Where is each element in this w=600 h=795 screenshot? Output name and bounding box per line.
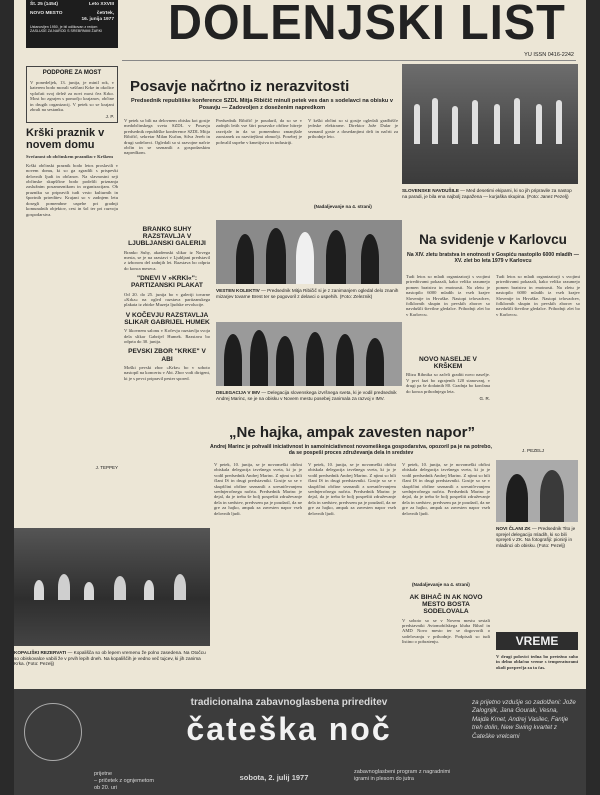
- bihac-column: [402, 590, 490, 688]
- issue-date: 16. junija 1977: [81, 17, 114, 22]
- ad-left-line3: ob 20. uri: [94, 785, 117, 791]
- top-story-dek: Predsednik republiške konference SZDL Mitja Ribičič minuli petek ves dan s sodelavci na obisku v Posavju — Zadovoljen z doseženim napredkom: [131, 98, 393, 111]
- ad-logo: [24, 703, 82, 761]
- top-story-col1: V petek so bili na delovnem obisku kot gostje medobčinskega sveta SZDL v Posavju predsednik republiške konference SZDL Mitja Ribičič, sekretar Milan Kučan, Silva Jereb in drugi sodelavci. Ogledali so si razvojne načrte občin in se seznanili z gospodarskim napredkom.: [124, 118, 210, 156]
- krski-headline: Krški praznik v novem domu: [26, 127, 105, 152]
- ad-date: sobota, 2. julij 1977: [239, 773, 309, 782]
- bihac-headline: AK BIHAČ IN AK NOVO MESTO BOSTA SODELOVALA: [409, 594, 483, 616]
- bridge-support-text: V ponedeljek, 13. junija, je minil rok, v katerem bodo morali vaščani Krke in okolice vplačati svoj delež za novi most čez Krko. Most bo zgrajen s pomočjo krajanov, občine in drugih organizacij. V petek so se krajani zbrali na sestanku.: [30, 80, 114, 113]
- choir-text: Moški pevski zbor »Krke« bo v soboto nastopil na koncertu v Abi. Zbor vodi dirigent, ki je s pevci pripravil pester spored.: [124, 364, 210, 381]
- suhy-text: Branko Suhy, akademski slikar iz Novega mesta, se je na razstavi v Ljubljani predstavil z izborom del zadnjih let. Razstava bo odprta do konca meseca.: [124, 249, 210, 271]
- issn-number: YU ISSN 0416-2242: [524, 52, 574, 58]
- weather-text: V drugi polovici tedna bo pretežno suho in delno oblačno vreme s temperaturami okoli povprečja za ta čas.: [496, 654, 578, 670]
- top-story-col3: V krški občini so si gostje ogledali gradbišče jedrske elektrarne. Direktor Jože Dular je seznanil goste z dosedanjimi deli in načrti za prihodnje leto.: [308, 118, 398, 140]
- bridge-support-box: [26, 66, 118, 123]
- bridge-support-title: PODPORE ZA MOST: [42, 70, 102, 76]
- main-story-col2: V petek, 10. junija, se je novomeški občini obiskala delegacija izvršnega sveta, ki jo je vodil predsednik Andrej Marinc. Z njimi so bili člani IS in drugi predstavniki. Gostje so se v skupščini občine seznanili z uresničevanjem srednjeročnega načrta. Predsednik Marinc je dejal, da je treba še bolj pospešiti združevanje dela in sredstev, predvsem pa je poudaril, da ne gre za hajko, ampak za zavesten napor vseh delovnih ljudi.: [308, 462, 396, 516]
- issue-number: Št. 25 (1454): [30, 2, 58, 7]
- year-number: Leto XXVIII: [88, 2, 114, 7]
- tito-photo: [496, 460, 578, 522]
- factory-caption-bold: VESTEN KOLEKTIV: [216, 288, 260, 293]
- delegation-photo: [216, 322, 402, 386]
- bathing-photo: [14, 528, 210, 646]
- arts-column: [124, 222, 210, 381]
- city-name: NOVO MESTO: [30, 11, 63, 16]
- left-column: [26, 66, 118, 470]
- delegation-caption-text: Delegacija slovenskega izvršnega sveta, ki je vodil predsednik Andrej Marinc, se je na obisku v Novem mestu posebej zanimala za razvoj v IMV.: [216, 390, 397, 401]
- karlovac-byline: J. PEZELJ: [522, 448, 545, 453]
- cateska-noc-ad: [14, 689, 586, 795]
- dancers-photo: [402, 64, 578, 184]
- delegation-photo-caption: DELEGACIJA V IMV — Delegacija slovenskega izvršnega sveta, ki je vodil predsednik Andrej Marinc, se je na obisku v Novem mestu posebej zanimala za razvoj v IMV.: [216, 390, 397, 401]
- bathing-caption-bold: KOPALIŠKI REZERVATI: [14, 650, 67, 655]
- settlement-text: Blizu Ribnika so začeli graditi novo naselje. V prvi fazi bo zgrajenih 120 stanovanj, v drugi pa še dodatnih 80. Gradnja bo končana do konca prihodnjega leta.: [406, 372, 490, 394]
- tito-photo-caption: NOVI ČLANI ZK — Predsednik Tito je sprejel delegacijo mladih, ki so bili sprejeti v ZK. Na fotografiji: pionirji in mladinci ob obisku. (Foto: Pezelj): [496, 526, 576, 548]
- krski-lead: Svečanost ob občinskem prazniku v Krškem: [26, 154, 113, 160]
- main-story-continued: (Nadaljevanje na 4. strani): [412, 582, 470, 587]
- karlovac-text: Tudi letos so mladi organizatorji s svojimi prireditvami pokazali, kako veliko razumejo pomen bratstva in enotnosti. Na zletu je nastopilo 6000 mladih iz vseh krajev Slovenije in Hrvaške. Nastopi telovadcev, folklornih skupin in pevskih zborov so navdušili številne gledalce. Prihodnji zlet bo v Karlovcu.: [406, 274, 490, 317]
- krski-byline: J. TEPPEY: [95, 464, 118, 470]
- krka-poster-text: Od 20. do 25. junija bo v galeriji tovarne »Krka« na ogled razstava partizanskega plakata iz zbirke Muzeja ljudske revolucije.: [124, 291, 210, 308]
- weekday: četrtek,: [96, 11, 114, 16]
- ad-left-line2: – pričetek z ognjemetom: [94, 778, 154, 784]
- newspaper-title: DOLENJSKI LIST: [168, 0, 566, 50]
- weather-banner: VREME: [496, 632, 578, 650]
- krka-poster-headline: "DNEVI V »KRKI«": PARTIZANSKI PLAKAT: [131, 275, 203, 290]
- masthead-rule: [122, 60, 576, 61]
- settlement-byline: G. R.: [479, 396, 490, 402]
- factory-visit-photo: [216, 220, 402, 284]
- karlovac-text-col2: Tudi letos so mladi organizatorji s svojimi prireditvami pokazali, kako veliko razumejo pomen bratstva in enotnosti. Na zletu je nastopilo 6000 mladih iz vseh krajev Slovenije in Hrvaške. Nastopi telovadcev, folklornih skupin in pevskih zborov so navdušili številne gledalce. Prihodnji zlet bo v Karlovcu.: [496, 274, 580, 317]
- top-story-headline: Posavje načrtno iz nerazvitosti: [130, 78, 350, 95]
- delegation-caption-bold: DELEGACIJA V IMV: [216, 390, 261, 395]
- award-note: Ustanovljen 1950, je bil odlikovan z redom ZASLUGE ZA NAROD S SREBRNIMI ŽARKI: [30, 25, 103, 34]
- karlovac-headline: Na svidenje v Karlovcu: [419, 232, 567, 247]
- factory-caption-text: Predsednik Mitja Ribičič si je z zanimanjem ogledal delo znanih mizarjev tovarne Brest ter se pogovoril z delavci o uspehih. (Foto: Zeleznik): [216, 288, 399, 299]
- humek-text: V likovnem salonu v Kočevju razstavlja svoja dela slikar Gabrijel Humek. Razstava bo odprta do 30. junija.: [124, 328, 210, 345]
- masthead-info-box: [26, 0, 118, 48]
- main-story-headline: „Ne hajka, ampak zavesten napor”: [229, 424, 475, 441]
- ad-center-info: zabavnoglasbeni program z nagradnimi igrami in plesom do jutra: [354, 769, 451, 782]
- bridge-support-byline: J. P.: [105, 114, 114, 120]
- dancers-caption-bold: SLOVENSKE NAVDUŠILE: [402, 188, 459, 193]
- humek-headline: V KOČEVJU RAZSTAVLJA SLIKAR GABRIJEL HUMEK: [124, 311, 210, 327]
- settlement-headline: NOVO NASELJE V KRŠKEM: [419, 356, 477, 371]
- bathing-caption-text: Kopališča so ob lepem vremenu že polno zasedena. Na Otočcu so obiskovalce vabili že v prvih lepih dneh. Na kopališčih je vedno več tujcev, ki jih zanima Krka. (Foto: Pezelj): [14, 650, 206, 666]
- mid-right-column: [406, 352, 490, 401]
- top-story-continued: (Nadaljevanje na 4. strani): [314, 204, 372, 209]
- dancers-photo-caption: SLOVENSKE NAVDUŠILE — Med desetimi ekipami, ki so jih pripravile za nastop na paradi, je bila ena najbolj zapažena — kurjaška skupina. (Foto: Janez Pezelj): [402, 188, 572, 199]
- dancers-caption-text: Med desetimi ekipami, ki so jih pripravile za nastop na paradi, je bila ena najbolj zapažena — kurjaška skupina. (Foto: Janez Pezelj): [402, 188, 572, 199]
- ad-left-info: [94, 771, 194, 792]
- top-story-col2: Predsednik Ribičič je poudaril, da so se v zadnjih letih vse štiri posavske občine hitreje razvijale in da so pomembno zmanjšale zaostanek za razvitejšimi območji. Posebej je pohvalil uspehe v kmetijstvu in industriji.: [216, 118, 302, 145]
- bathing-photo-caption: KOPALIŠKI REZERVATI — Kopališča so ob lepem vremenu že polno zasedena. Na Otočcu so obiskovalce vabili že v prvih lepih dneh. Na kopališčih je vedno več tujcev, ki jih zanima Krka. (Foto: Pezelj): [14, 650, 206, 666]
- main-story-col3: V petek, 10. junija, se je novomeški občini obiskala delegacija izvršnega sveta, ki jo je vodil predsednik Andrej Marinc. Z njimi so bili člani IS in drugi predstavniki. Gostje so se v skupščini občine seznanili z uresničevanjem srednjeročnega načrta. Predsednik Marinc je dejal, da je treba še bolj pospešiti združevanje dela in sredstev, predvsem pa je poudaril, da ne gre za hajko, ampak za zavesten napor vseh delovnih ljudi.: [402, 462, 490, 516]
- ad-left-line1: prijetne: [94, 771, 113, 777]
- karlovac-dek: Na XIV. zletu bratstva in enotnosti v Gospiću nastopilo 6000 mladih — XV. zlet bo leta 1979 v Karlovcu: [407, 252, 579, 265]
- main-story-col1: V petek, 10. junija, se je novomeški občini obiskala delegacija izvršnega sveta, ki jo je vodil predsednik Andrej Marinc. Z njimi so bili člani IS in drugi predstavniki. Gostje so se v skupščini občine seznanili z uresničevanjem srednjeročnega načrta. Predsednik Marinc je dejal, da je treba še bolj pospešiti združevanje dela in sredstev, predvsem pa je poudaril, da ne gre za hajko, ampak za zavesten napor vseh delovnih ljudi.: [214, 462, 302, 516]
- tito-caption-text: Predsednik Tito je sprejel delegacijo mladih, ki so bili sprejeti v ZK. Na fotografiji: pionirji in mladinci ob obisku. (Foto: Pezelj): [496, 526, 576, 548]
- main-story-dek: Andrej Marinc je pohvalil iniciativnost in samoiniciativnost novomeškega gospodarstva, opozoril pa je na potrebo, da se pospeši proces združevanja dela in sredstev: [210, 444, 492, 457]
- ad-right-info: za prijetno vzdušje so zadolženi: Jože Zalognjik, Jana Gourak, Vesna, Majda Kmet, Andrej Vasilec, Fantje treh dolin, New Swing kvartet z Čateške vrelcami: [472, 699, 576, 740]
- suhy-headline: BRANKO SUHY RAZSTAVLJA V LJUBLJANSKI GALERIJI: [128, 226, 206, 248]
- factory-photo-caption: VESTEN KOLEKTIV — Predsednik Mitja Ribičič si je z zanimanjem ogledal delo znanih mizarjev tovarne Brest ter se pogovoril z delavci o uspehih. (Foto: Zeleznik): [216, 288, 399, 299]
- ad-title: čateška noč: [186, 711, 392, 747]
- bihac-text: V soboto so se v Novem mestu sestali predstavniki Avtomobilskega kluba Bihač in AMD Novo mesto ter se dogovorili o sodelovanju v prihodnje. Podpisali so tudi listino o pobratenju.: [402, 617, 490, 645]
- ad-top-line: tradicionalna zabavnoglasbena prireditev: [190, 697, 388, 708]
- tito-caption-bold: NOVI ČLANI ZK: [496, 526, 531, 531]
- choir-headline: PEVSKI ZBOR "KRKE" V ABI: [128, 348, 206, 363]
- newspaper-page: [14, 0, 586, 795]
- krski-text: Krški občinski praznik bodo letos proslavili v novem domu, ki so ga zgradili s prispevki delovnih ljudi in občanov. Na slavnostni seji občinske skupščine bodo podelili priznanja zaslužnim posameznikom in organizacijam. Ob prazniku so pripravili tudi vrsto kulturnih in športnih prireditev. Krajani so v zadnjem letu dosegli pomembne uspehe pri gradnji komunalnih objektov, cest in šol ter pri razvoju gospodarstva.: [26, 162, 118, 217]
